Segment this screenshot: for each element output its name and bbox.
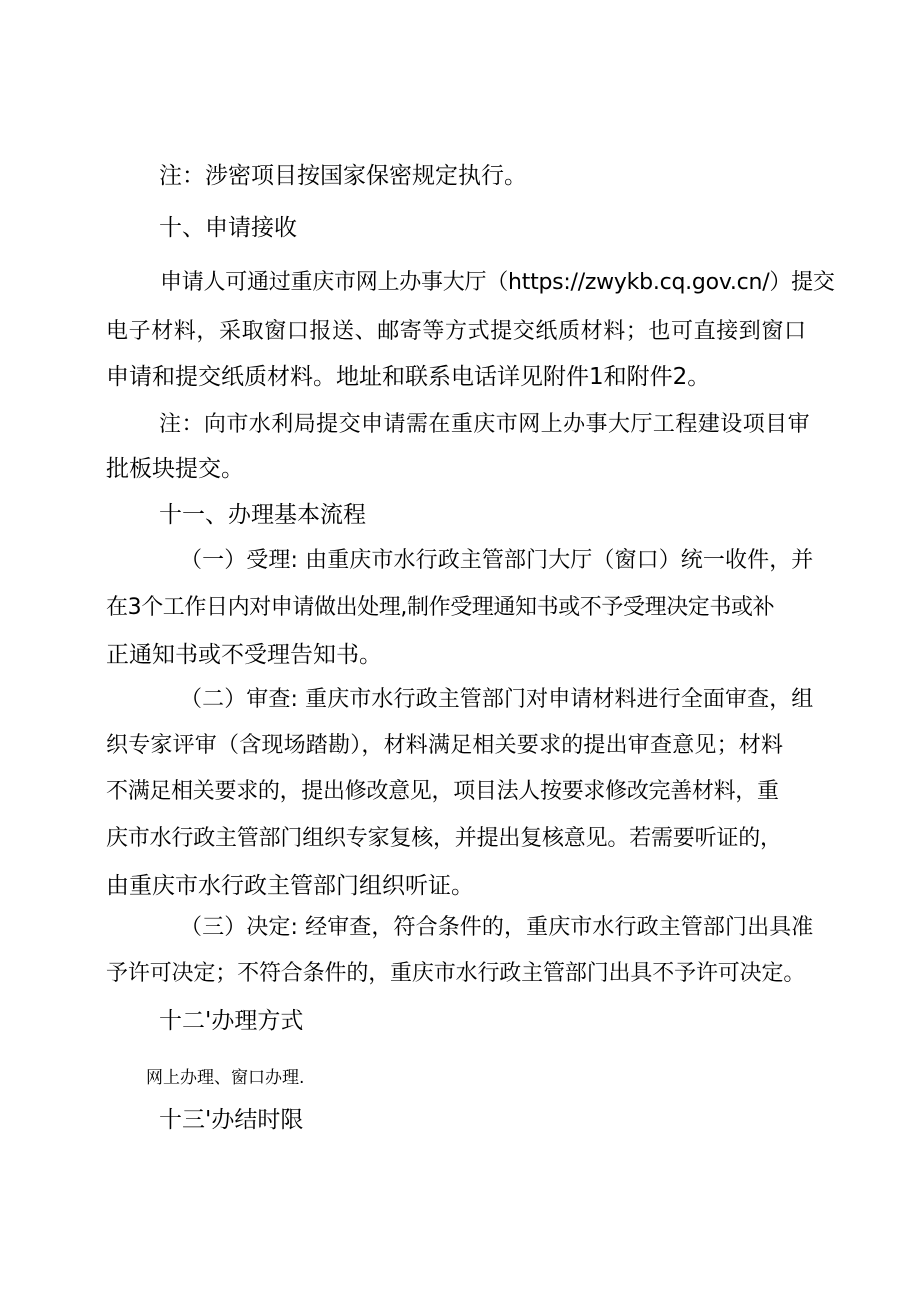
step-2-line-4: 庆市水行政主管部门组织专家复核，并提出复核意见。若需要听证的，	[106, 826, 782, 851]
step-1-line-3: 正通知书或不受理告知书。	[106, 642, 382, 668]
para-10-line-2: 电子材料，采取窗口报送、邮寄等方式提交纸质材料；也可直接到窗口	[106, 319, 807, 344]
heading-10: 十、申请接收	[159, 215, 297, 241]
step-3-line-1: （三）决定: 经审查，符合条件的，重庆市水行政主管部门出具准	[180, 915, 814, 940]
step-1-line-2: 在3个工作日内对申请做出处理,制作受理通知书或不予受理决定书或补	[106, 595, 775, 620]
step-1-line-1: （一）受理: 由重庆市水行政主管部门大厅（窗口）统一收件，并	[180, 548, 814, 573]
step-2-line-3: 不满足相关要求的，提出修改意见，项目法人按要求修改完善材料，重	[106, 779, 779, 804]
heading-12: 十二'办理方式	[159, 1008, 304, 1034]
step-2-line-1: （二）审查: 重庆市水行政主管部门对申请材料进行全面审查，组	[180, 687, 814, 712]
step-2-line-2: 织专家评审（含现场踏勘），材料满足相关要求的提出审查意见；材料	[106, 733, 784, 758]
para-10-line-1: 申请人可通过重庆市网上办事大厅（https://zwykb.cq.gov.cn/）提交	[160, 270, 835, 295]
step-3-line-2: 予许可决定；不符合条件的，重庆市水行政主管部门出具不予许可决定。	[106, 961, 806, 986]
heading-11: 十一、办理基本流程	[159, 502, 366, 528]
note-secret: 注：涉密项目按国家保密规定执行。	[159, 163, 527, 189]
step-2-line-5: 由重庆市水行政主管部门组织听证。	[106, 873, 474, 899]
note-10-line-1: 注：向市水利局提交申请需在重庆市网上办事大厅工程建设项目审	[159, 412, 811, 437]
method-text: 网上办理、窗口办理.	[146, 1068, 305, 1088]
heading-13: 十三'办结时限	[159, 1107, 304, 1133]
note-10-line-2: 批板块提交。	[106, 456, 244, 482]
para-10-line-3: 申请和提交纸质材料。地址和联系电话详见附件1和附件2。	[106, 364, 711, 390]
